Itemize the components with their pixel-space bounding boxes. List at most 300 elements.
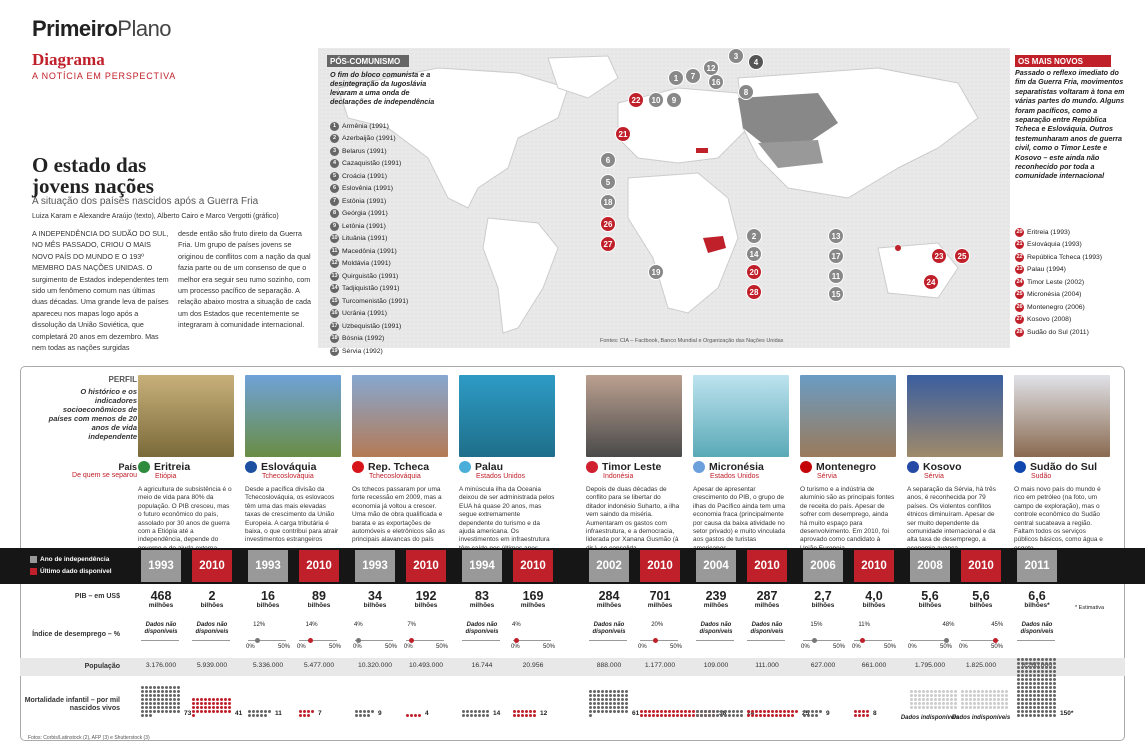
pos-comunismo-list [330, 120, 430, 358]
pib-value [956, 590, 1006, 609]
dot [601, 706, 604, 709]
map-marker-20: 20 [746, 264, 762, 280]
dot [672, 710, 675, 713]
dot [926, 694, 929, 697]
dot [969, 694, 972, 697]
dot [946, 698, 949, 701]
dot [613, 694, 616, 697]
dot [613, 710, 616, 713]
unemployment-nodata: Dados não disponíveis [195, 622, 229, 635]
pib-number: 2,7 [814, 589, 832, 603]
dot [1021, 686, 1024, 689]
unemployment-value: 11% [858, 622, 870, 628]
dot [474, 714, 477, 717]
independence-year: 1993 [248, 550, 288, 582]
dot [736, 710, 739, 713]
dot [779, 710, 782, 713]
axis-0: 0% [297, 644, 306, 650]
dot [1005, 698, 1008, 701]
dot [1017, 706, 1020, 709]
legend-last: Último dado disponível [30, 568, 112, 575]
dot [1025, 662, 1028, 665]
dot [161, 702, 164, 705]
dot [1001, 690, 1004, 693]
number-badge: 14 [331, 285, 338, 292]
axis-50: 50% [385, 644, 398, 650]
dot [1041, 690, 1044, 693]
unemployment-value: 15% [810, 622, 823, 628]
list-label: Lituânia (1991) [342, 235, 388, 243]
dot [1037, 706, 1040, 709]
pib-value [243, 590, 293, 609]
dot [605, 702, 608, 705]
dot [1025, 710, 1028, 713]
dot [157, 698, 160, 701]
dot [153, 702, 156, 705]
perfil-header [45, 375, 137, 441]
pib-value [294, 590, 344, 609]
dot [165, 702, 168, 705]
map-sources: Fontes: CIA – Factbook, Banco Mundial e Organização das Nações Unidas [600, 338, 784, 344]
mortality-dots [513, 710, 536, 717]
dot [196, 702, 199, 705]
dot [1037, 710, 1040, 713]
dot [1033, 710, 1036, 713]
dot [256, 714, 259, 717]
dot [1029, 698, 1032, 701]
map-marker-28: 28 [746, 284, 762, 300]
pib-unit: bilhões [862, 602, 886, 609]
dot [934, 698, 937, 701]
dot [930, 706, 933, 709]
axis-0: 0% [908, 644, 917, 650]
dot [1017, 666, 1020, 669]
independence-year: 2011 [1017, 550, 1057, 582]
country-description: O turismo e a indústria de alumínio são as principais fontes de receita do país. Apesar de sofrer com desemprego, ainda há muito espaço para desenvolvimento. Em 2010, foi aprovado como candidato à [800, 486, 895, 544]
dot [684, 714, 687, 717]
dot [648, 710, 651, 713]
dot [593, 690, 596, 693]
country-photo [138, 375, 234, 457]
list-label: Kosovo (2008) [1027, 316, 1072, 324]
dot [418, 714, 421, 717]
dot [153, 694, 156, 697]
dot [815, 710, 818, 713]
dot [589, 706, 592, 709]
pib-unit: bilhões* [1024, 602, 1050, 609]
list-label: Uzbequistão (1991) [342, 322, 402, 330]
dot [807, 710, 810, 713]
flag-icon [245, 461, 257, 473]
dot [961, 698, 964, 701]
unemployment-gauge [141, 640, 179, 641]
dot [1041, 682, 1044, 685]
dot [601, 690, 604, 693]
list-item [330, 233, 430, 246]
dot [668, 710, 671, 713]
dot [1053, 686, 1056, 689]
country-name [352, 461, 448, 473]
deck: A situação dos países nascidos após a Guerra Fria [32, 196, 259, 207]
dot [1005, 702, 1008, 705]
axis-50: 50% [436, 644, 449, 650]
photo-credit: Fotos: Corbis/Latinstock (2), AFP (3) e Shutterstock (3) [28, 735, 150, 741]
list-label: Ucrânia (1991) [342, 310, 387, 318]
last-data-year: 2010 [961, 550, 1001, 582]
unemployment-marker [356, 638, 361, 643]
dot [1053, 702, 1056, 705]
map-marker-26: 26 [600, 216, 616, 232]
dot [771, 710, 774, 713]
dot [264, 710, 267, 713]
dot [169, 702, 172, 705]
dot [169, 706, 172, 709]
pib-value [635, 590, 685, 609]
dot [922, 702, 925, 705]
unemployment-marker [514, 638, 519, 643]
pib-number: 239 [705, 589, 727, 603]
pib-value [350, 590, 400, 609]
dot [664, 710, 667, 713]
last-data-year: 2010 [747, 550, 787, 582]
dot [1045, 690, 1048, 693]
flag-icon [586, 461, 598, 473]
dot [470, 710, 473, 713]
dot [173, 694, 176, 697]
dot [1041, 658, 1044, 661]
list-label: Macedônia (1991) [342, 247, 397, 255]
dot [260, 710, 263, 713]
map-marker-11: 11 [828, 268, 844, 284]
dot [177, 690, 180, 693]
last-data-year: 2010 [406, 550, 446, 582]
dot [1025, 670, 1028, 673]
unemployment-value: 7% [407, 622, 416, 628]
dot [486, 714, 489, 717]
number-badge: 24 [1016, 278, 1023, 285]
axis-50: 50% [991, 644, 1004, 650]
dot [141, 710, 144, 713]
dot [985, 698, 988, 701]
pib-number: 4,0 [865, 589, 883, 603]
dot [593, 698, 596, 701]
mortality-value: 4 [425, 710, 429, 717]
dot [1049, 686, 1052, 689]
population-value: 1.795.000 [914, 662, 946, 669]
dot [513, 710, 516, 713]
dot [145, 698, 148, 701]
dot [1021, 678, 1024, 681]
dot [605, 710, 608, 713]
dot [783, 710, 786, 713]
dot [732, 714, 735, 717]
list-item [330, 258, 430, 271]
dot [169, 690, 172, 693]
dot [192, 714, 195, 717]
dot [513, 714, 516, 717]
dot [1021, 702, 1024, 705]
dot [1049, 674, 1052, 677]
pib-unit: bilhões [307, 602, 331, 609]
dot [1049, 658, 1052, 661]
dot [224, 706, 227, 709]
pib-value [905, 590, 955, 609]
dot [973, 698, 976, 701]
dot [216, 698, 219, 701]
country-column [459, 375, 555, 546]
dot [1037, 702, 1040, 705]
dot [640, 710, 643, 713]
dot [767, 710, 770, 713]
pos-comunismo-label: PÓS-COMUNISMO [327, 55, 409, 67]
dot [751, 710, 754, 713]
dot [914, 694, 917, 697]
dot [930, 690, 933, 693]
dot [720, 710, 723, 713]
mortality-dots [747, 710, 798, 717]
pib-value [849, 590, 899, 609]
dot [200, 702, 203, 705]
dot [1029, 666, 1032, 669]
dot [617, 690, 620, 693]
dot [950, 690, 953, 693]
dot [1029, 714, 1032, 717]
population-value: 10.320.000 [357, 662, 393, 669]
dot [1053, 662, 1056, 665]
dot [1017, 698, 1020, 701]
dot [1041, 670, 1044, 673]
dot [1021, 682, 1024, 685]
list-label: Azerbaijão (1991) [342, 135, 396, 143]
dot [1017, 714, 1020, 717]
dot [192, 706, 195, 709]
dot [1025, 714, 1028, 717]
country-description: Os tchecos passaram por uma forte recessão em 2009, mas a economia já voltou a crescer. Uma mão de obra qualificada e barata e as exportações de automóveis e eletrônicos são as principais alavancas do país [352, 486, 445, 544]
mortality-dots [299, 710, 314, 717]
dot [165, 706, 168, 709]
dot [708, 714, 711, 717]
perfil-title: PERFIL [108, 375, 137, 384]
unemployment-gauge [406, 640, 444, 641]
dot [625, 702, 628, 705]
dot [1029, 702, 1032, 705]
flag-icon [1014, 461, 1026, 473]
list-label: Eritreia (1993) [1027, 228, 1071, 236]
flag-icon [907, 461, 919, 473]
dot [961, 706, 964, 709]
dot [1033, 698, 1036, 701]
dot [196, 706, 199, 709]
number-badge: 22 [1016, 253, 1023, 260]
list-label: Eslováquia (1993) [1027, 241, 1082, 249]
dot [1041, 678, 1044, 681]
flag-icon [800, 461, 812, 473]
country-name-text: Timor Leste [602, 461, 662, 473]
list-label: Cazaquistão (1991) [342, 160, 402, 168]
dot [589, 710, 592, 713]
list-item [330, 308, 430, 321]
dot [173, 686, 176, 689]
dot [613, 690, 616, 693]
mortality-value: 14 [493, 710, 501, 717]
dot [668, 714, 671, 717]
section-subtitle: A NOTÍCIA EM PERSPECTIVA [32, 71, 177, 81]
pib-number: 2 [208, 589, 216, 603]
dot [858, 714, 861, 717]
dot [728, 714, 731, 717]
dot [625, 706, 628, 709]
dot [938, 706, 941, 709]
dot [613, 706, 616, 709]
headline: O estado das jovens nações [32, 153, 154, 198]
dot [965, 698, 968, 701]
dot [1033, 714, 1036, 717]
population-value: 627.000 [810, 662, 836, 669]
dot [950, 706, 953, 709]
mortality-value: 11 [275, 710, 282, 717]
dot [712, 714, 715, 717]
dot [755, 710, 758, 713]
dot [621, 698, 624, 701]
axis-50: 50% [278, 644, 291, 650]
mortality-value: 12 [540, 710, 548, 717]
list-label: Geórgia (1991) [342, 210, 388, 218]
country-name [459, 461, 555, 473]
dot [609, 690, 612, 693]
dot [355, 710, 358, 713]
list-label: Quirguistão (1991) [342, 272, 399, 280]
unemployment-nodata: Dados não disponíveis [750, 622, 784, 635]
dot [157, 710, 160, 713]
dot [173, 690, 176, 693]
dot [200, 706, 203, 709]
dot [153, 698, 156, 701]
population-value: 20.956 [522, 662, 544, 669]
separated-from: Tchecoslováquia [369, 473, 421, 480]
unemployment-gauge [248, 640, 286, 641]
separated-from: Sérvia [924, 473, 944, 480]
dot [803, 714, 806, 717]
number-badge: 27 [1016, 316, 1023, 323]
dot [311, 710, 314, 713]
number-badge: 19 [331, 347, 338, 354]
dot [1045, 666, 1048, 669]
dot [517, 710, 520, 713]
dot [1029, 710, 1032, 713]
axis-0: 0% [404, 644, 413, 650]
mortality-dots [696, 710, 743, 717]
axis-50: 50% [543, 644, 556, 650]
list-label: Timor Leste (2002) [1027, 278, 1085, 286]
population-value: 10.493.000 [408, 662, 444, 669]
dot [589, 714, 592, 717]
dot [145, 694, 148, 697]
dot [1025, 702, 1028, 705]
dot [922, 690, 925, 693]
dot [533, 714, 536, 717]
dot [914, 698, 917, 701]
pib-number: 5,6 [921, 589, 939, 603]
dot [997, 702, 1000, 705]
dot [145, 710, 148, 713]
dot [621, 706, 624, 709]
dot [942, 694, 945, 697]
dot [1037, 666, 1040, 669]
pib-value [798, 590, 848, 609]
country-photo [586, 375, 682, 457]
last-data-year: 2010 [513, 550, 553, 582]
number-badge: 21 [1016, 241, 1023, 248]
dot [1049, 662, 1052, 665]
number-badge: 17 [331, 322, 338, 329]
dot [1033, 670, 1036, 673]
dot [161, 694, 164, 697]
dot [165, 698, 168, 701]
unemployment-value: 12% [253, 622, 266, 628]
dot [208, 698, 211, 701]
dot [157, 690, 160, 693]
dot [1029, 670, 1032, 673]
dot [1025, 678, 1028, 681]
dot [212, 710, 215, 713]
dot [1037, 714, 1040, 717]
brand-logo: PrimeiroPlano [32, 16, 172, 41]
dot [196, 710, 199, 713]
list-label: Sudão do Sul (2011) [1027, 328, 1089, 336]
population-value: 109.000 [703, 662, 729, 669]
dot [169, 694, 172, 697]
dot [1045, 702, 1048, 705]
dot [474, 710, 477, 713]
dot [149, 698, 152, 701]
dot [747, 710, 750, 713]
independence-year: 1993 [355, 550, 395, 582]
pib-value [691, 590, 741, 609]
dot [248, 710, 251, 713]
row-label-populacao: População [84, 663, 120, 670]
dot [692, 714, 695, 717]
dot [621, 694, 624, 697]
dot [1045, 682, 1048, 685]
dot [1021, 714, 1024, 717]
dot [787, 710, 790, 713]
row-label-pib: PIB – em US$ [74, 593, 120, 600]
population-value: 1.177.000 [644, 662, 676, 669]
pib-number: 89 [312, 589, 326, 603]
dot [589, 702, 592, 705]
dot [1001, 706, 1004, 709]
mortality-dots [589, 690, 628, 717]
mortality-dots [406, 714, 421, 717]
dot [1045, 678, 1048, 681]
separated-from: Sudão [1031, 473, 1052, 480]
pib-number: 287 [756, 589, 778, 603]
dot [1037, 698, 1040, 701]
country-name-text: Micronésia [709, 461, 764, 473]
dot [212, 706, 215, 709]
country-name [800, 461, 896, 473]
dot [1037, 674, 1040, 677]
dot [692, 710, 695, 713]
list-item [1015, 326, 1125, 339]
dot [609, 698, 612, 701]
number-badge: 2 [330, 134, 339, 143]
dot [946, 706, 949, 709]
dot [946, 694, 949, 697]
population-value: 3.176.000 [145, 662, 177, 669]
mortality-value: 7 [318, 710, 322, 717]
dot [914, 702, 917, 705]
